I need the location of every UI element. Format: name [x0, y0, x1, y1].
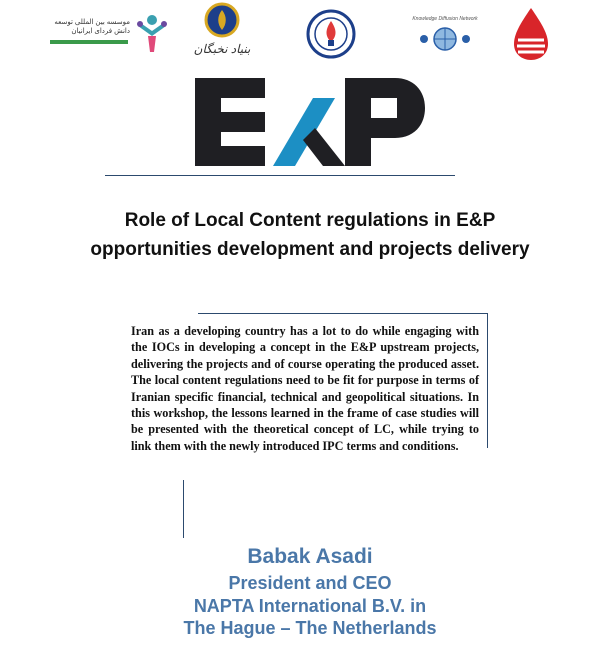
title-divider	[105, 175, 455, 176]
oil-university-seal-icon	[305, 8, 357, 62]
speaker-name: Babak Asadi	[247, 545, 373, 568]
abstract-frame-top	[198, 313, 488, 314]
knowledge-foundation-logo	[50, 10, 170, 60]
abstract-frame-left	[183, 480, 184, 538]
knowledge-diffusion-network-logo	[412, 16, 478, 56]
ep-brand-logo	[195, 78, 425, 166]
speaker-org-line2: The Hague – The Netherlands	[183, 618, 437, 638]
kdn-caption: Knowledge Diffusion Network	[412, 16, 478, 22]
brand-letter-p	[345, 78, 425, 166]
green-bar	[50, 40, 128, 44]
abstract-text: Iran as a developing country has a lot to do while engaging with the IOCs in developing a concept in the E&P upstream projects, delivering the projects and of course operating the produced asset. The local content regulations need to be fit for purpose in terms of Iranian specific financial, technical and geopolitical situations. In this workshop, the lessons learned in the frame of case studies will be presented with the theoretical concept of LC, while trying to link them with the newly introduced IPC terms and conditions.	[131, 324, 479, 453]
speaker-org-line1: NAPTA International B.V. in	[193, 596, 427, 616]
foundation-emblem-logo	[192, 2, 252, 72]
foundation-emblem-icon	[204, 2, 240, 42]
sponsor-logos-row	[0, 0, 600, 78]
abstract-frame-right	[487, 313, 488, 448]
speaker-role: President and CEO	[228, 573, 392, 593]
page-title: Role of Local Content regulations in E&P opportunities development and projects delivery	[90, 210, 530, 260]
brand-letter-e	[195, 78, 265, 166]
people-emblem-icon	[134, 14, 170, 54]
speaker-block	[100, 543, 520, 639]
red-flame-logo-icon	[510, 6, 552, 62]
foundation-calligraphy: بنیاد نخبگان	[193, 42, 251, 56]
globe-network-icon	[418, 24, 472, 54]
knowledge-foundation-text: موسسه بین المللی توسعه دانش فردای ایرانیان	[54, 19, 130, 35]
